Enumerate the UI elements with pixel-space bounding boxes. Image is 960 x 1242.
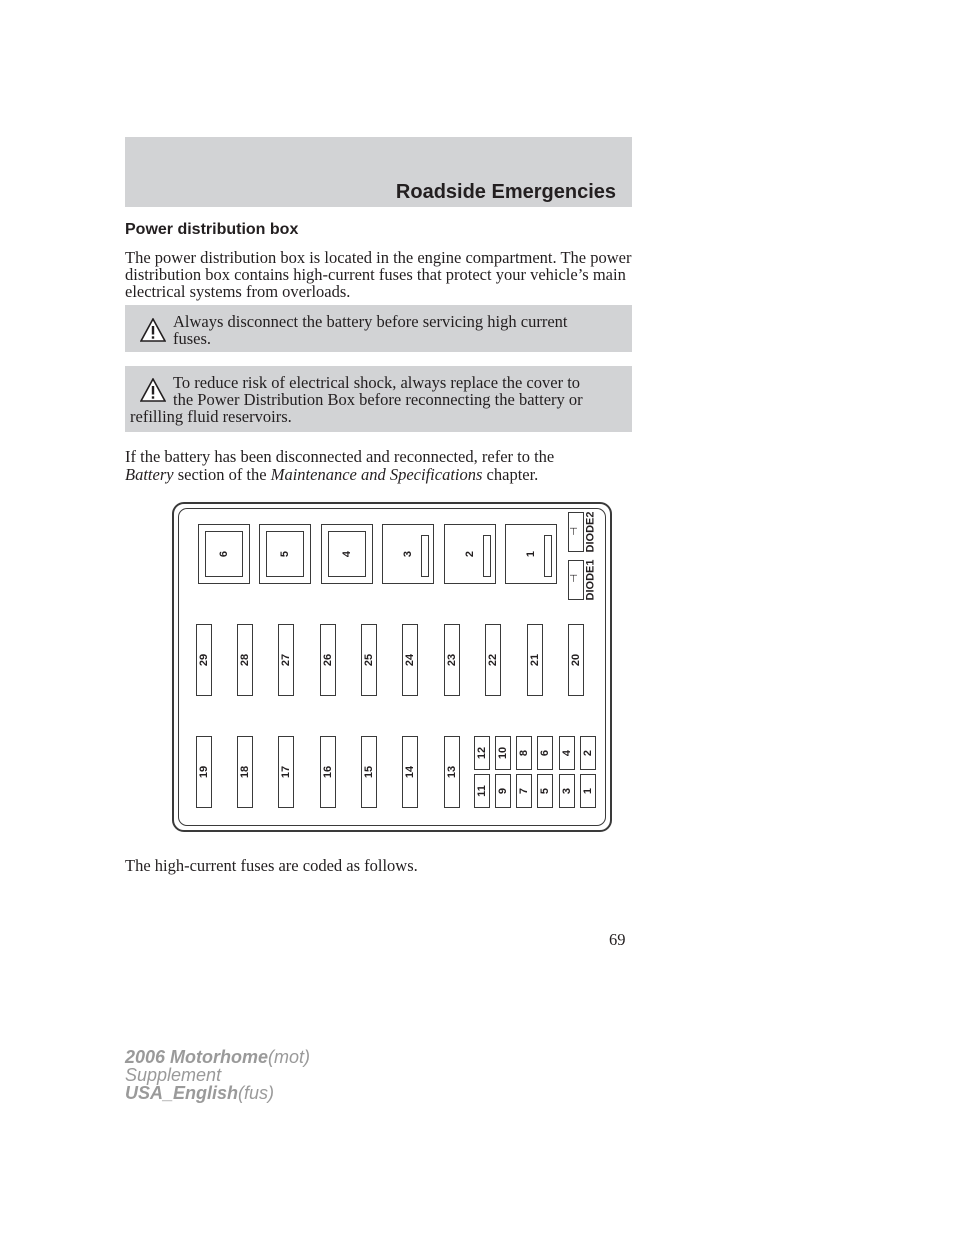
big-fuse-6 bbox=[198, 524, 250, 584]
footer-model-code: (mot) bbox=[268, 1047, 311, 1067]
fuse-label: 26 bbox=[322, 653, 334, 667]
fuse-label: 3 bbox=[561, 787, 573, 795]
fuse-3 bbox=[559, 774, 575, 808]
closing-paragraph: The high-current fuses are coded as follows. bbox=[125, 856, 418, 875]
diode-symbol-icon: ⊣ bbox=[568, 574, 580, 583]
big-fuse-3 bbox=[382, 524, 434, 584]
fuse-tab bbox=[421, 535, 429, 577]
fuse-28 bbox=[237, 624, 253, 696]
warning-1-line-1: Always disconnect the battery before servicing high current bbox=[173, 312, 568, 331]
warning-2-line-1: To reduce risk of electrical shock, always replace the cover to bbox=[173, 373, 581, 392]
fuse-inner-frame bbox=[266, 531, 304, 577]
fuse-label: 7 bbox=[518, 787, 530, 795]
fuse-label: 6 bbox=[539, 749, 551, 757]
footer-supplement: Supplement bbox=[125, 1065, 222, 1085]
fuse-1 bbox=[580, 774, 596, 808]
fuse-11 bbox=[474, 774, 490, 808]
warning-2-line-3: refilling fluid reservoirs. bbox=[130, 407, 292, 426]
footer-language-code: (fus) bbox=[238, 1083, 275, 1103]
big-fuse-2 bbox=[444, 524, 496, 584]
fuse-label: 15 bbox=[363, 765, 375, 779]
fuse-label: 2 bbox=[582, 749, 594, 757]
fuse-label: 8 bbox=[518, 749, 530, 757]
fuse-4 bbox=[559, 736, 575, 770]
section-heading: Power distribution box bbox=[125, 221, 299, 238]
fuse-label: 23 bbox=[446, 653, 458, 667]
fuse-12 bbox=[474, 736, 490, 770]
reconnect-paragraph-line-2 bbox=[125, 466, 637, 483]
reconnect-text-end: chapter. bbox=[486, 465, 539, 484]
reconnect-paragraph-line-1: If the battery has been disconnected and reconnected, refer to the bbox=[125, 447, 555, 466]
footer-language: USA_English bbox=[125, 1083, 239, 1103]
big-fuse-5 bbox=[259, 524, 311, 584]
warning-1-line-2: fuses. bbox=[173, 329, 212, 348]
fuse-16 bbox=[320, 736, 336, 808]
diode-1-label: DIODE1 bbox=[584, 559, 597, 601]
fuse-label: 9 bbox=[497, 787, 509, 795]
fuse-9 bbox=[495, 774, 511, 808]
fuse-10 bbox=[495, 736, 511, 770]
diode-2-label: DIODE2 bbox=[584, 511, 597, 553]
fuse-22 bbox=[485, 624, 501, 696]
fuse-20 bbox=[568, 624, 584, 696]
fuse-21 bbox=[527, 624, 543, 696]
fuse-26 bbox=[320, 624, 336, 696]
fuse-label: 4 bbox=[561, 749, 573, 757]
fuse-label: 16 bbox=[322, 765, 334, 779]
fuse-label: 6 bbox=[218, 550, 230, 558]
fuse-label: 24 bbox=[404, 653, 416, 667]
fuse-7 bbox=[516, 774, 532, 808]
fuse-label: 5 bbox=[279, 550, 291, 558]
fuse-inner-frame bbox=[205, 531, 243, 577]
fuse-29 bbox=[196, 624, 212, 696]
fuse-label: 14 bbox=[404, 765, 416, 779]
fuse-label: 1 bbox=[582, 787, 594, 795]
fuse-inner-frame bbox=[328, 531, 366, 577]
fuse-14 bbox=[402, 736, 418, 808]
fuse-17 bbox=[278, 736, 294, 808]
fuse-label: 12 bbox=[476, 746, 488, 760]
fuse-label: 2 bbox=[464, 550, 476, 558]
fuse-2 bbox=[580, 736, 596, 770]
header-band bbox=[125, 137, 632, 207]
warning-triangle-icon bbox=[140, 318, 166, 342]
big-fuse-4 bbox=[321, 524, 373, 584]
fuse-tab bbox=[544, 535, 552, 577]
fuse-label: 5 bbox=[539, 787, 551, 795]
fuse-24 bbox=[402, 624, 418, 696]
fuse-15 bbox=[361, 736, 377, 808]
fuse-5 bbox=[537, 774, 553, 808]
fuse-label: 4 bbox=[341, 550, 353, 558]
fuse-19 bbox=[196, 736, 212, 808]
battery-reference: Battery bbox=[125, 465, 174, 484]
fuse-label: 3 bbox=[402, 550, 414, 558]
fuse-label: 18 bbox=[239, 765, 251, 779]
intro-paragraph: The power distribution box is located in the engine compartment. The power distribution box contains high-current fuses that protect your vehicle’s main electrical systems from overloads. bbox=[125, 248, 632, 301]
big-fuse-1 bbox=[505, 524, 557, 584]
fuse-tab bbox=[483, 535, 491, 577]
power-distribution-box-diagram bbox=[172, 502, 612, 832]
fuse-label: 29 bbox=[198, 653, 210, 667]
reconnect-text-mid: section of the bbox=[177, 465, 267, 484]
fuse-label: 1 bbox=[525, 550, 537, 558]
fuse-27 bbox=[278, 624, 294, 696]
warning-2-line-2: the Power Distribution Box before reconnecting the battery or bbox=[173, 390, 583, 409]
fuse-label: 27 bbox=[280, 653, 292, 667]
fuse-6 bbox=[537, 736, 553, 770]
fuse-label: 21 bbox=[529, 653, 541, 667]
fuse-label: 25 bbox=[363, 653, 375, 667]
fuse-13 bbox=[444, 736, 460, 808]
fuse-label: 22 bbox=[487, 653, 499, 667]
fuse-label: 28 bbox=[239, 653, 251, 667]
fuse-label: 20 bbox=[570, 653, 582, 667]
fuse-label: 19 bbox=[198, 765, 210, 779]
chapter-title: Roadside Emergencies bbox=[395, 181, 616, 203]
footer bbox=[125, 1048, 310, 1102]
fuse-label: 10 bbox=[497, 746, 509, 760]
fuse-8 bbox=[516, 736, 532, 770]
fuse-25 bbox=[361, 624, 377, 696]
page-number: 69 bbox=[609, 930, 626, 949]
fuse-23 bbox=[444, 624, 460, 696]
fuse-18 bbox=[237, 736, 253, 808]
warning-triangle-icon bbox=[140, 378, 166, 402]
chapter-reference: Maintenance and Specifications bbox=[270, 465, 483, 484]
footer-model: 2006 Motorhome bbox=[125, 1047, 269, 1067]
fuse-label: 11 bbox=[476, 785, 488, 797]
fuse-label: 13 bbox=[446, 765, 458, 779]
diode-symbol-icon: ⊣ bbox=[568, 527, 580, 536]
fuse-label: 17 bbox=[280, 765, 292, 779]
